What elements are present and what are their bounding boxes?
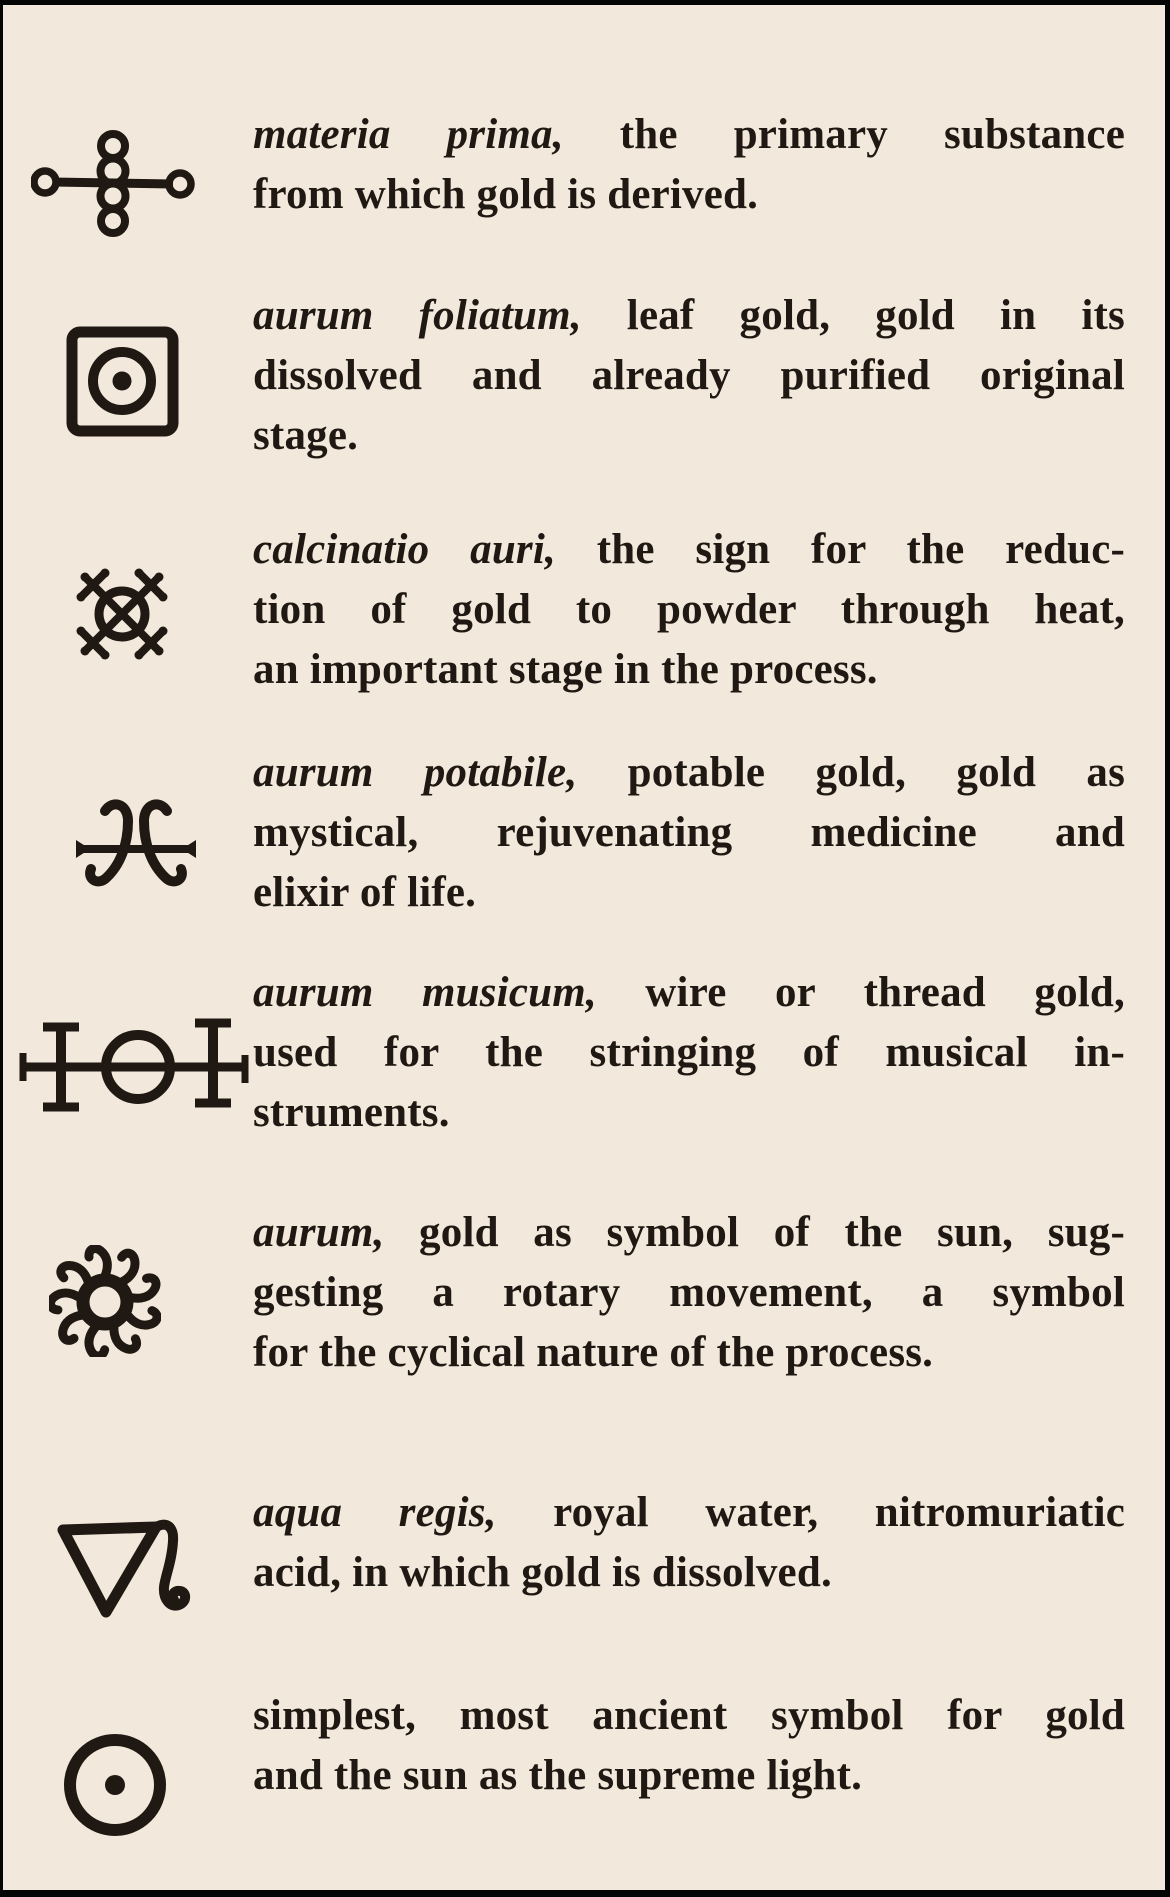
- entry-text: [253, 963, 1125, 1143]
- description-text: tion of gold to powder through heat,: [253, 586, 1125, 633]
- text-line: [253, 1083, 1125, 1143]
- latin-term: aurum potabile,: [253, 749, 578, 796]
- text-line: [253, 520, 1125, 580]
- text-line: [253, 1023, 1125, 1083]
- text-line: [253, 803, 1125, 863]
- text-line: [253, 1323, 1125, 1383]
- description-text: for the cyclical nature of the process.: [253, 1329, 934, 1376]
- calcinatio-auri-symbol: [61, 553, 183, 675]
- text-line: [253, 346, 1125, 406]
- description-text: gesting a rotary movement, a symbol: [253, 1269, 1125, 1316]
- description-text: struments.: [253, 1089, 450, 1136]
- entry-text: [253, 1203, 1125, 1383]
- symbol-slot: [31, 129, 196, 239]
- aurum-sun-symbol: [49, 1245, 161, 1357]
- text-line: [253, 963, 1125, 1023]
- description-text: gold as symbol of the sun, sug-: [384, 1209, 1125, 1256]
- latin-term: aqua regis,: [253, 1489, 497, 1536]
- text-line: [253, 406, 1125, 466]
- text-line: [253, 1483, 1125, 1543]
- text-line: [253, 1746, 1125, 1806]
- latin-term: aurum musicum,: [253, 969, 597, 1016]
- gold-sun-circle-dot-symbol: [59, 1729, 171, 1841]
- description-text: the primary substance: [563, 111, 1125, 158]
- description-text: wire or thread gold,: [596, 969, 1125, 1016]
- latin-term: aurum,: [253, 1209, 385, 1256]
- description-text: potable gold, gold as: [577, 749, 1125, 796]
- description-text: and the sun as the supreme light.: [253, 1752, 863, 1799]
- aurum-potabile-symbol: [73, 799, 199, 901]
- text-line: [253, 1686, 1125, 1746]
- latin-term: calcinatio auri,: [253, 526, 556, 573]
- text-line: [253, 165, 1125, 225]
- text-line: [253, 743, 1125, 803]
- description-text: from which gold is derived.: [253, 171, 759, 218]
- aurum-foliatum-symbol: [65, 325, 180, 439]
- symbol-slot: [59, 1729, 171, 1841]
- symbol-slot: [17, 1013, 251, 1115]
- entry-text: [253, 743, 1125, 923]
- text-line: [253, 580, 1125, 640]
- description-text: simplest, most ancient symbol for gold: [253, 1692, 1125, 1739]
- description-text: an important stage in the process.: [253, 646, 878, 693]
- materia-prima-symbol: [31, 129, 196, 239]
- description-text: mystical, rejuvenating medicine and: [253, 809, 1125, 856]
- text-line: [253, 863, 1125, 923]
- latin-term: materia prima,: [253, 111, 564, 158]
- aurum-musicum-symbol: [17, 1013, 251, 1115]
- description-text: the sign for the reduc-: [555, 526, 1125, 573]
- description-text: used for the stringing of musical in-: [253, 1029, 1125, 1076]
- text-line: [253, 286, 1125, 346]
- text-line: [253, 105, 1125, 165]
- description-text: acid, in which gold is dissolved.: [253, 1549, 832, 1596]
- text-line: [253, 1263, 1125, 1323]
- symbol-slot: [65, 325, 180, 439]
- text-line: [253, 1543, 1125, 1603]
- aqua-regis-symbol: [53, 1517, 191, 1627]
- description-text: royal water, nitromuriatic: [496, 1489, 1125, 1536]
- entry-text: [253, 286, 1125, 466]
- description-text: elixir of life.: [253, 869, 477, 916]
- description-text: dissolved and already purified original: [253, 352, 1125, 399]
- entry-text: [253, 520, 1125, 700]
- symbol-slot: [73, 799, 199, 901]
- entry-text: [253, 1686, 1125, 1806]
- entry-text: [253, 105, 1125, 225]
- symbol-slot: [49, 1245, 161, 1357]
- entry-text: [253, 1483, 1125, 1603]
- text-line: [253, 640, 1125, 700]
- description-text: leaf gold, gold in its: [581, 292, 1125, 339]
- description-text: stage.: [253, 412, 359, 459]
- text-line: [253, 1203, 1125, 1263]
- symbol-slot: [61, 553, 183, 675]
- symbol-slot: [53, 1517, 191, 1627]
- latin-term: aurum foliatum,: [253, 292, 582, 339]
